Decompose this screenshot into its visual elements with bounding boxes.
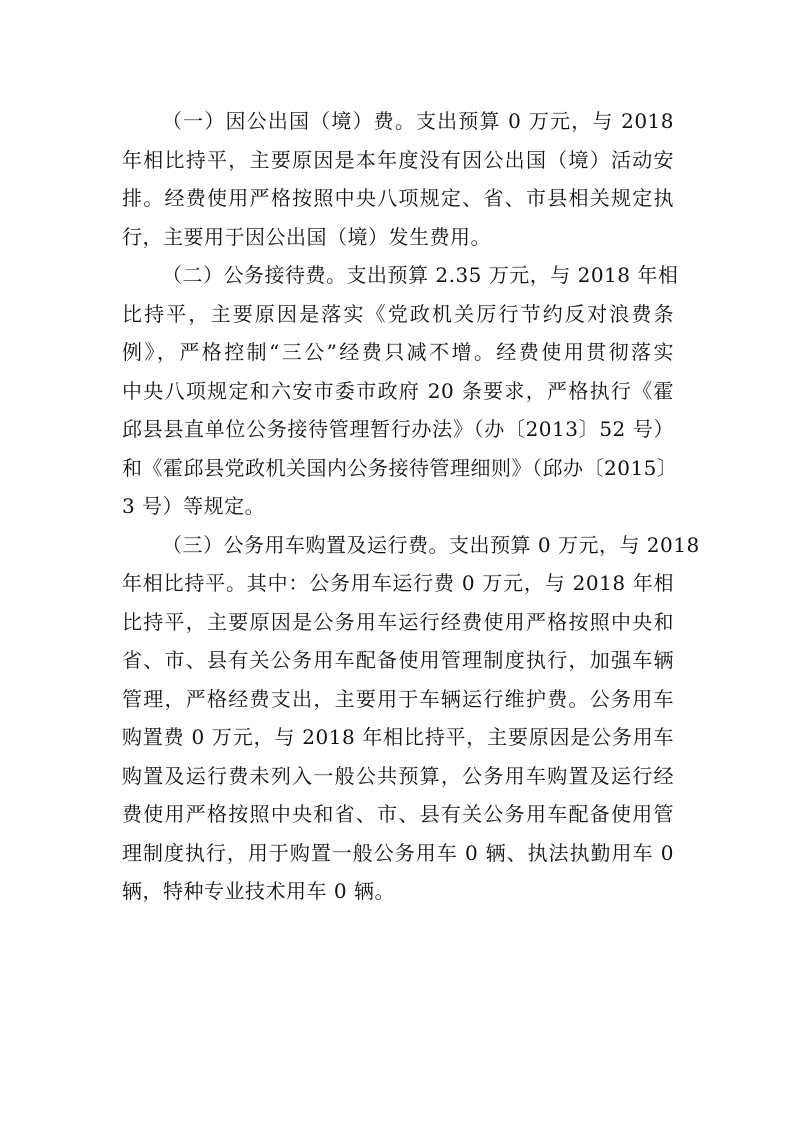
paragraph-line: 例》，严格控制“三公”经费只减不增。经费使用贯彻落实 <box>122 340 674 364</box>
paragraph-line: 排。经费使用严格按照中央八项规定、省、市县相关规定执 <box>122 186 674 210</box>
paragraph-line: 行，主要用于因公出国（境）发生费用。 <box>122 224 491 249</box>
paragraph-line: 年相比持平，主要原因是本年度没有因公出国（境）活动安 <box>122 147 674 172</box>
paragraph-line: （一）因公出国（境）费。支出预算 0 万元，与 2018 <box>162 109 674 133</box>
paragraph-line: 3 号）等规定。 <box>122 494 266 518</box>
paragraph-line: 理制度执行，用于购置一般公务用车 0 辆、执法执勤用车 0 <box>122 840 674 865</box>
paragraph-line: 邱县县直单位公务接待管理暂行办法》（办〔2013〕52 号） <box>122 417 674 441</box>
paragraph-line: 比持平，主要原因是公务用车运行经费使用严格按照中央和 <box>122 609 674 634</box>
paragraph-reception <box>122 256 679 526</box>
paragraph-line: 中央八项规定和六安市委市政府 20 条要求，严格执行《霍 <box>122 378 674 403</box>
paragraph-line: 和《霍邱县党政机关国内公务接待管理细则》（邱办〔2015〕 <box>122 455 678 480</box>
paragraph-line: 年相比持平。其中：公务用车运行费 0 万元，与 2018 年相 <box>122 571 674 595</box>
paragraph-line: 管理，严格经费支出，主要用于车辆运行维护费。公务用车 <box>122 686 674 711</box>
paragraph-line: 费使用严格按照中央和省、市、县有关公务用车配备使用管 <box>122 802 674 826</box>
paragraph-outbound-travel <box>122 102 674 256</box>
paragraph-line: 省、市、县有关公务用车配备使用管理制度执行，加强车辆 <box>122 648 674 672</box>
paragraph-line: （三）公务用车购置及运行费。支出预算 0 万元，与 2018 <box>162 532 700 557</box>
paragraph-line: 购置及运行费未列入一般公共预算，公务用车购置及运行经 <box>122 763 674 788</box>
paragraph-line: 比持平，主要原因是落实《党政机关厉行节约反对浪费条 <box>122 301 674 326</box>
document-page <box>122 102 700 911</box>
paragraph-line: 辆，特种专业技术用车 0 辆。 <box>122 879 395 903</box>
paragraph-line: （二）公务接待费。支出预算 2.35 万元，与 2018 年相 <box>162 263 679 287</box>
paragraph-line: 购置费 0 万元，与 2018 年相比持平，主要原因是公务用车 <box>122 725 674 749</box>
paragraph-official-vehicles <box>122 526 700 911</box>
